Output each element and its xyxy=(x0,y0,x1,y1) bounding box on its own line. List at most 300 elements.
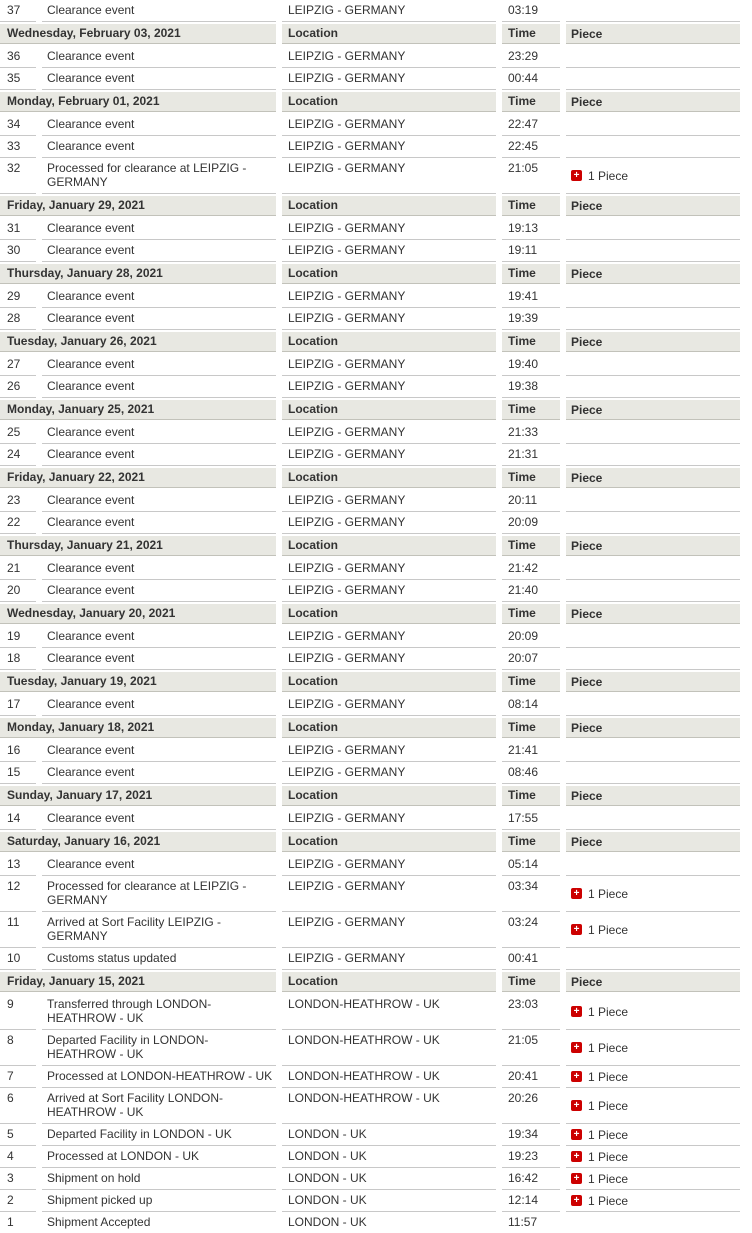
event-location: LEIPZIG - GERMANY xyxy=(282,158,496,194)
expand-plus-icon: + xyxy=(571,1173,582,1184)
expand-plus-icon: + xyxy=(571,1071,582,1082)
event-time: 21:42 xyxy=(502,558,560,580)
event-description: Clearance event xyxy=(42,808,276,830)
column-header-time: Time xyxy=(502,92,560,112)
column-header-location: Location xyxy=(282,672,496,692)
event-description: Shipment on hold xyxy=(42,1168,276,1190)
event-description: Customs status updated xyxy=(42,948,276,970)
column-header-location: Location xyxy=(282,196,496,216)
event-piece-cell xyxy=(566,1212,740,1233)
tracking-event-row xyxy=(0,808,740,830)
event-location: LEIPZIG - GERMANY xyxy=(282,218,496,240)
event-piece-cell xyxy=(566,994,740,1030)
event-number: 28 xyxy=(0,308,36,330)
event-location: LEIPZIG - GERMANY xyxy=(282,490,496,512)
tracking-event-row xyxy=(0,1212,740,1233)
event-number: 25 xyxy=(0,422,36,444)
event-time: 19:41 xyxy=(502,286,560,308)
event-time: 03:19 xyxy=(502,0,560,22)
event-piece-cell xyxy=(566,1124,740,1146)
piece-count-label: 1 Piece xyxy=(588,1193,629,1208)
date-label: Monday, February 01, 2021 xyxy=(0,92,276,112)
tracking-event-row xyxy=(0,422,740,444)
event-time: 00:44 xyxy=(502,68,560,90)
event-piece-cell xyxy=(566,376,740,398)
event-number: 17 xyxy=(0,694,36,716)
tracking-event-row xyxy=(0,648,740,670)
event-time: 23:29 xyxy=(502,46,560,68)
column-header-location: Location xyxy=(282,536,496,556)
expand-plus-icon: + xyxy=(571,924,582,935)
event-time: 20:26 xyxy=(502,1088,560,1124)
event-location: LONDON-HEATHROW - UK xyxy=(282,1088,496,1124)
event-number: 36 xyxy=(0,46,36,68)
tracking-event-row xyxy=(0,0,740,22)
column-header-time: Time xyxy=(502,718,560,738)
event-description: Processed for clearance at LEIPZIG - GERMANY xyxy=(42,876,276,912)
tracking-event-row xyxy=(0,490,740,512)
column-header-piece: Piece xyxy=(566,604,740,624)
event-number: 30 xyxy=(0,240,36,262)
date-header-row xyxy=(0,604,740,624)
column-header-time: Time xyxy=(502,400,560,420)
event-description: Clearance event xyxy=(42,444,276,466)
event-number: 2 xyxy=(0,1190,36,1212)
piece-count-label: 1 Piece xyxy=(588,1004,629,1019)
event-location: LEIPZIG - GERMANY xyxy=(282,136,496,158)
column-header-time: Time xyxy=(502,786,560,806)
event-location: LEIPZIG - GERMANY xyxy=(282,354,496,376)
tracking-event-row xyxy=(0,68,740,90)
event-piece-cell xyxy=(566,808,740,830)
event-time: 20:11 xyxy=(502,490,560,512)
column-header-piece: Piece xyxy=(566,786,740,806)
event-description: Clearance event xyxy=(42,740,276,762)
event-description: Clearance event xyxy=(42,0,276,22)
column-header-time: Time xyxy=(502,264,560,284)
event-number: 20 xyxy=(0,580,36,602)
column-header-time: Time xyxy=(502,672,560,692)
event-number: 31 xyxy=(0,218,36,240)
event-description: Clearance event xyxy=(42,854,276,876)
event-number: 1 xyxy=(7,1215,14,1229)
tracking-event-row xyxy=(0,1088,740,1124)
event-piece-cell xyxy=(566,46,740,68)
event-description: Clearance event xyxy=(42,46,276,68)
piece-details-toggle[interactable] xyxy=(571,887,628,901)
date-header-row xyxy=(0,786,740,806)
event-piece-cell xyxy=(566,68,740,90)
event-piece-cell xyxy=(566,762,740,784)
column-header-location: Location xyxy=(282,264,496,284)
event-time: 21:33 xyxy=(502,422,560,444)
piece-count-label: 1 Piece xyxy=(588,1069,629,1084)
event-number: 11 xyxy=(0,912,36,948)
event-description: Transferred through LONDON-HEATHROW - UK xyxy=(42,994,276,1030)
event-location: LONDON - UK xyxy=(282,1190,496,1212)
event-time: 03:24 xyxy=(502,912,560,948)
column-header-piece: Piece xyxy=(566,24,740,44)
date-header-row xyxy=(0,536,740,556)
event-number: 12 xyxy=(0,876,36,912)
date-label: Friday, January 15, 2021 xyxy=(0,972,276,992)
column-header-piece: Piece xyxy=(566,332,740,352)
event-description: Shipment picked up xyxy=(42,1190,276,1212)
event-description: Clearance event xyxy=(42,490,276,512)
date-header-row xyxy=(0,24,740,44)
event-location: LEIPZIG - GERMANY xyxy=(282,948,496,970)
event-time: 12:14 xyxy=(502,1190,560,1212)
event-description: Clearance event xyxy=(42,422,276,444)
column-header-location: Location xyxy=(282,24,496,44)
piece-details-toggle[interactable] xyxy=(571,1005,628,1019)
column-header-location: Location xyxy=(282,604,496,624)
piece-details-toggle[interactable] xyxy=(571,923,628,937)
event-time: 11:57 xyxy=(508,1215,538,1229)
tracking-event-row xyxy=(0,1124,740,1146)
piece-details-toggle[interactable] xyxy=(571,1194,628,1208)
column-header-time: Time xyxy=(502,196,560,216)
date-header-row xyxy=(0,468,740,488)
event-time: 00:41 xyxy=(502,948,560,970)
tracking-event-row xyxy=(0,1168,740,1190)
column-header-location: Location xyxy=(282,832,496,852)
piece-count-label: 1 Piece xyxy=(588,886,629,901)
column-header-time: Time xyxy=(502,24,560,44)
piece-count-label: 1 Piece xyxy=(588,1098,629,1113)
tracking-event-row xyxy=(0,912,740,948)
tracking-event-row xyxy=(0,376,740,398)
date-label: Tuesday, January 26, 2021 xyxy=(0,332,276,352)
event-number: 23 xyxy=(0,490,36,512)
expand-plus-icon: + xyxy=(571,1195,582,1206)
event-location: LEIPZIG - GERMANY xyxy=(282,558,496,580)
event-location: LEIPZIG - GERMANY xyxy=(282,648,496,670)
event-location: LEIPZIG - GERMANY xyxy=(282,762,496,784)
column-header-piece: Piece xyxy=(566,264,740,284)
tracking-event-row xyxy=(0,354,740,376)
tracking-event-row xyxy=(0,1066,740,1088)
event-piece-cell xyxy=(566,286,740,308)
event-location: LEIPZIG - GERMANY xyxy=(282,46,496,68)
event-number: 15 xyxy=(0,762,36,784)
tracking-event-row xyxy=(0,580,740,602)
event-number: 34 xyxy=(0,114,36,136)
event-time: 08:14 xyxy=(502,694,560,716)
event-number: 3 xyxy=(0,1168,36,1190)
event-number: 24 xyxy=(0,444,36,466)
piece-details-toggle[interactable] xyxy=(571,1128,628,1142)
event-number: 16 xyxy=(0,740,36,762)
column-header-location: Location xyxy=(282,92,496,112)
event-time: 21:40 xyxy=(502,580,560,602)
event-time: 19:11 xyxy=(502,240,560,262)
event-description: Clearance event xyxy=(42,762,276,784)
event-piece-cell xyxy=(566,876,740,912)
event-piece-cell xyxy=(566,948,740,970)
event-number: 33 xyxy=(0,136,36,158)
date-header-row xyxy=(0,196,740,216)
event-location: LEIPZIG - GERMANY xyxy=(282,308,496,330)
event-piece-cell xyxy=(566,1066,740,1088)
event-time: 20:09 xyxy=(502,512,560,534)
tracking-event-row xyxy=(0,1030,740,1066)
event-location: LONDON - UK xyxy=(282,1168,496,1190)
expand-plus-icon: + xyxy=(571,1129,582,1140)
piece-count-label: 1 Piece xyxy=(588,1171,629,1186)
event-number: 26 xyxy=(0,376,36,398)
event-description: Clearance event xyxy=(42,286,276,308)
expand-plus-icon: + xyxy=(571,1100,582,1111)
tracking-event-row xyxy=(0,46,740,68)
event-time: 20:41 xyxy=(502,1066,560,1088)
piece-details-toggle[interactable] xyxy=(571,1041,628,1055)
event-piece-cell xyxy=(566,558,740,580)
event-piece-cell xyxy=(566,626,740,648)
event-location: LONDON - UK xyxy=(282,1146,496,1168)
tracking-event-row xyxy=(0,626,740,648)
expand-plus-icon: + xyxy=(571,170,582,181)
column-header-location: Location xyxy=(282,332,496,352)
event-number: 22 xyxy=(0,512,36,534)
event-number: 18 xyxy=(0,648,36,670)
column-header-piece: Piece xyxy=(566,672,740,692)
piece-details-toggle[interactable] xyxy=(571,1150,628,1164)
event-description: Processed at LONDON - UK xyxy=(42,1146,276,1168)
tracking-event-row xyxy=(0,512,740,534)
event-description: Arrived at Sort Facility LONDON-HEATHROW - UK xyxy=(42,1088,276,1124)
event-description: Clearance event xyxy=(42,114,276,136)
event-number: 14 xyxy=(0,808,36,830)
event-location: LEIPZIG - GERMANY xyxy=(282,808,496,830)
date-label: Thursday, January 21, 2021 xyxy=(0,536,276,556)
tracking-event-row xyxy=(0,158,740,194)
event-description: Clearance event xyxy=(42,240,276,262)
date-label: Sunday, January 17, 2021 xyxy=(0,786,276,806)
date-header-row xyxy=(0,718,740,738)
event-time: 20:07 xyxy=(502,648,560,670)
event-number: 19 xyxy=(0,626,36,648)
date-label: Friday, January 22, 2021 xyxy=(0,468,276,488)
column-header-piece: Piece xyxy=(566,468,740,488)
tracking-event-row xyxy=(0,558,740,580)
event-piece-cell xyxy=(566,354,740,376)
event-piece-cell xyxy=(566,912,740,948)
tracking-event-row xyxy=(0,136,740,158)
column-header-time: Time xyxy=(502,604,560,624)
event-piece-cell xyxy=(566,114,740,136)
event-number: 10 xyxy=(0,948,36,970)
event-piece-cell xyxy=(566,0,740,22)
event-description: Clearance event xyxy=(42,136,276,158)
tracking-event-row xyxy=(0,114,740,136)
date-label: Tuesday, January 19, 2021 xyxy=(0,672,276,692)
column-header-location: Location xyxy=(282,972,496,992)
event-piece-cell xyxy=(566,1088,740,1124)
event-number: 13 xyxy=(0,854,36,876)
event-piece-cell xyxy=(566,1168,740,1190)
tracking-event-row xyxy=(0,218,740,240)
event-time: 21:05 xyxy=(502,1030,560,1066)
event-number: 21 xyxy=(0,558,36,580)
event-number: 7 xyxy=(0,1066,36,1088)
event-location: LEIPZIG - GERMANY xyxy=(282,114,496,136)
column-header-piece: Piece xyxy=(566,536,740,556)
event-number: 8 xyxy=(0,1030,36,1066)
column-header-piece: Piece xyxy=(566,832,740,852)
event-location: LEIPZIG - GERMANY xyxy=(282,286,496,308)
tracking-event-row xyxy=(0,694,740,716)
event-location: LEIPZIG - GERMANY xyxy=(282,444,496,466)
column-header-piece: Piece xyxy=(566,972,740,992)
event-description: Shipment Accepted xyxy=(47,1215,151,1229)
event-time: 19:40 xyxy=(502,354,560,376)
event-time: 19:34 xyxy=(502,1124,560,1146)
event-location: LEIPZIG - GERMANY xyxy=(282,512,496,534)
event-location: LEIPZIG - GERMANY xyxy=(282,422,496,444)
piece-details-toggle[interactable] xyxy=(571,1172,628,1186)
event-number: 5 xyxy=(0,1124,36,1146)
event-description: Clearance event xyxy=(42,558,276,580)
event-description: Clearance event xyxy=(42,354,276,376)
tracking-event-row xyxy=(0,444,740,466)
event-time: 22:47 xyxy=(502,114,560,136)
event-number: 27 xyxy=(0,354,36,376)
date-label: Monday, January 25, 2021 xyxy=(0,400,276,420)
event-number: 4 xyxy=(0,1146,36,1168)
piece-details-toggle[interactable] xyxy=(571,1099,628,1113)
column-header-piece: Piece xyxy=(566,400,740,420)
event-time: 17:55 xyxy=(502,808,560,830)
event-description: Clearance event xyxy=(42,218,276,240)
event-description: Clearance event xyxy=(42,648,276,670)
piece-details-toggle[interactable] xyxy=(571,1070,628,1084)
event-location: LEIPZIG - GERMANY xyxy=(282,240,496,262)
event-location: LEIPZIG - GERMANY xyxy=(282,912,496,948)
event-piece-cell xyxy=(566,490,740,512)
tracking-event-row xyxy=(0,1190,740,1212)
event-location: LEIPZIG - GERMANY xyxy=(282,626,496,648)
event-number: 9 xyxy=(0,994,36,1030)
event-number: 37 xyxy=(0,0,36,22)
event-time: 19:38 xyxy=(502,376,560,398)
event-number: 35 xyxy=(0,68,36,90)
event-time: 19:13 xyxy=(502,218,560,240)
tracking-event-row xyxy=(0,1146,740,1168)
event-location: LONDON-HEATHROW - UK xyxy=(282,994,496,1030)
event-time: 20:09 xyxy=(502,626,560,648)
event-time: 21:05 xyxy=(502,158,560,194)
event-piece-cell xyxy=(566,422,740,444)
event-piece-cell xyxy=(566,1190,740,1212)
date-header-row xyxy=(0,332,740,352)
piece-details-toggle[interactable] xyxy=(571,169,628,183)
piece-count-label: 1 Piece xyxy=(588,1149,629,1164)
event-location: LEIPZIG - GERMANY xyxy=(282,694,496,716)
event-location: LONDON-HEATHROW - UK xyxy=(282,1066,496,1088)
event-description: Processed at LONDON-HEATHROW - UK xyxy=(42,1066,276,1088)
event-piece-cell xyxy=(566,240,740,262)
piece-count-label: 1 Piece xyxy=(588,1040,629,1055)
event-description: Clearance event xyxy=(42,512,276,534)
event-time: 19:23 xyxy=(502,1146,560,1168)
expand-plus-icon: + xyxy=(571,1151,582,1162)
event-description: Clearance event xyxy=(42,580,276,602)
date-label: Saturday, January 16, 2021 xyxy=(0,832,276,852)
column-header-location: Location xyxy=(282,400,496,420)
event-location: LEIPZIG - GERMANY xyxy=(282,376,496,398)
tracking-event-row xyxy=(0,948,740,970)
date-header-row xyxy=(0,972,740,992)
tracking-event-row xyxy=(0,994,740,1030)
column-header-location: Location xyxy=(282,786,496,806)
tracking-event-row xyxy=(0,286,740,308)
event-number: 6 xyxy=(0,1088,36,1124)
date-header-row xyxy=(0,92,740,112)
date-label: Friday, January 29, 2021 xyxy=(0,196,276,216)
event-description: Clearance event xyxy=(42,376,276,398)
event-time: 21:41 xyxy=(502,740,560,762)
date-header-row xyxy=(0,832,740,852)
event-piece-cell xyxy=(566,308,740,330)
event-piece-cell xyxy=(566,694,740,716)
tracking-event-row xyxy=(0,762,740,784)
event-description: Arrived at Sort Facility LEIPZIG - GERMANY xyxy=(42,912,276,948)
event-time: 23:03 xyxy=(502,994,560,1030)
event-description: Clearance event xyxy=(42,694,276,716)
event-description: Departed Facility in LONDON-HEATHROW - UK xyxy=(42,1030,276,1066)
event-description: Departed Facility in LONDON - UK xyxy=(42,1124,276,1146)
date-label: Wednesday, January 20, 2021 xyxy=(0,604,276,624)
event-location: LEIPZIG - GERMANY xyxy=(282,68,496,90)
piece-count-label: 1 Piece xyxy=(588,1127,629,1142)
column-header-location: Location xyxy=(282,718,496,738)
event-time: 22:45 xyxy=(502,136,560,158)
event-piece-cell xyxy=(566,648,740,670)
column-header-time: Time xyxy=(502,832,560,852)
event-location: LONDON-HEATHROW - UK xyxy=(282,1030,496,1066)
event-time: 08:46 xyxy=(502,762,560,784)
event-location: LEIPZIG - GERMANY xyxy=(282,580,496,602)
event-piece-cell xyxy=(566,580,740,602)
column-header-piece: Piece xyxy=(566,92,740,112)
event-piece-cell xyxy=(566,1030,740,1066)
date-label: Wednesday, February 03, 2021 xyxy=(0,24,276,44)
event-piece-cell xyxy=(566,136,740,158)
tracking-event-row xyxy=(0,854,740,876)
expand-plus-icon: + xyxy=(571,1006,582,1017)
event-piece-cell xyxy=(566,854,740,876)
event-description: Clearance event xyxy=(42,68,276,90)
event-time: 16:42 xyxy=(502,1168,560,1190)
piece-count-label: 1 Piece xyxy=(588,922,629,937)
event-number: 29 xyxy=(0,286,36,308)
tracking-event-row xyxy=(0,308,740,330)
event-piece-cell xyxy=(566,512,740,534)
event-time: 03:34 xyxy=(502,876,560,912)
event-piece-cell xyxy=(566,740,740,762)
tracking-event-row xyxy=(0,240,740,262)
event-location: LEIPZIG - GERMANY xyxy=(282,740,496,762)
event-time: 19:39 xyxy=(502,308,560,330)
date-header-row xyxy=(0,672,740,692)
event-piece-cell xyxy=(566,158,740,194)
tracking-event-row xyxy=(0,876,740,912)
column-header-location: Location xyxy=(282,468,496,488)
event-location: LEIPZIG - GERMANY xyxy=(282,0,496,22)
event-time: 05:14 xyxy=(502,854,560,876)
column-header-time: Time xyxy=(502,468,560,488)
